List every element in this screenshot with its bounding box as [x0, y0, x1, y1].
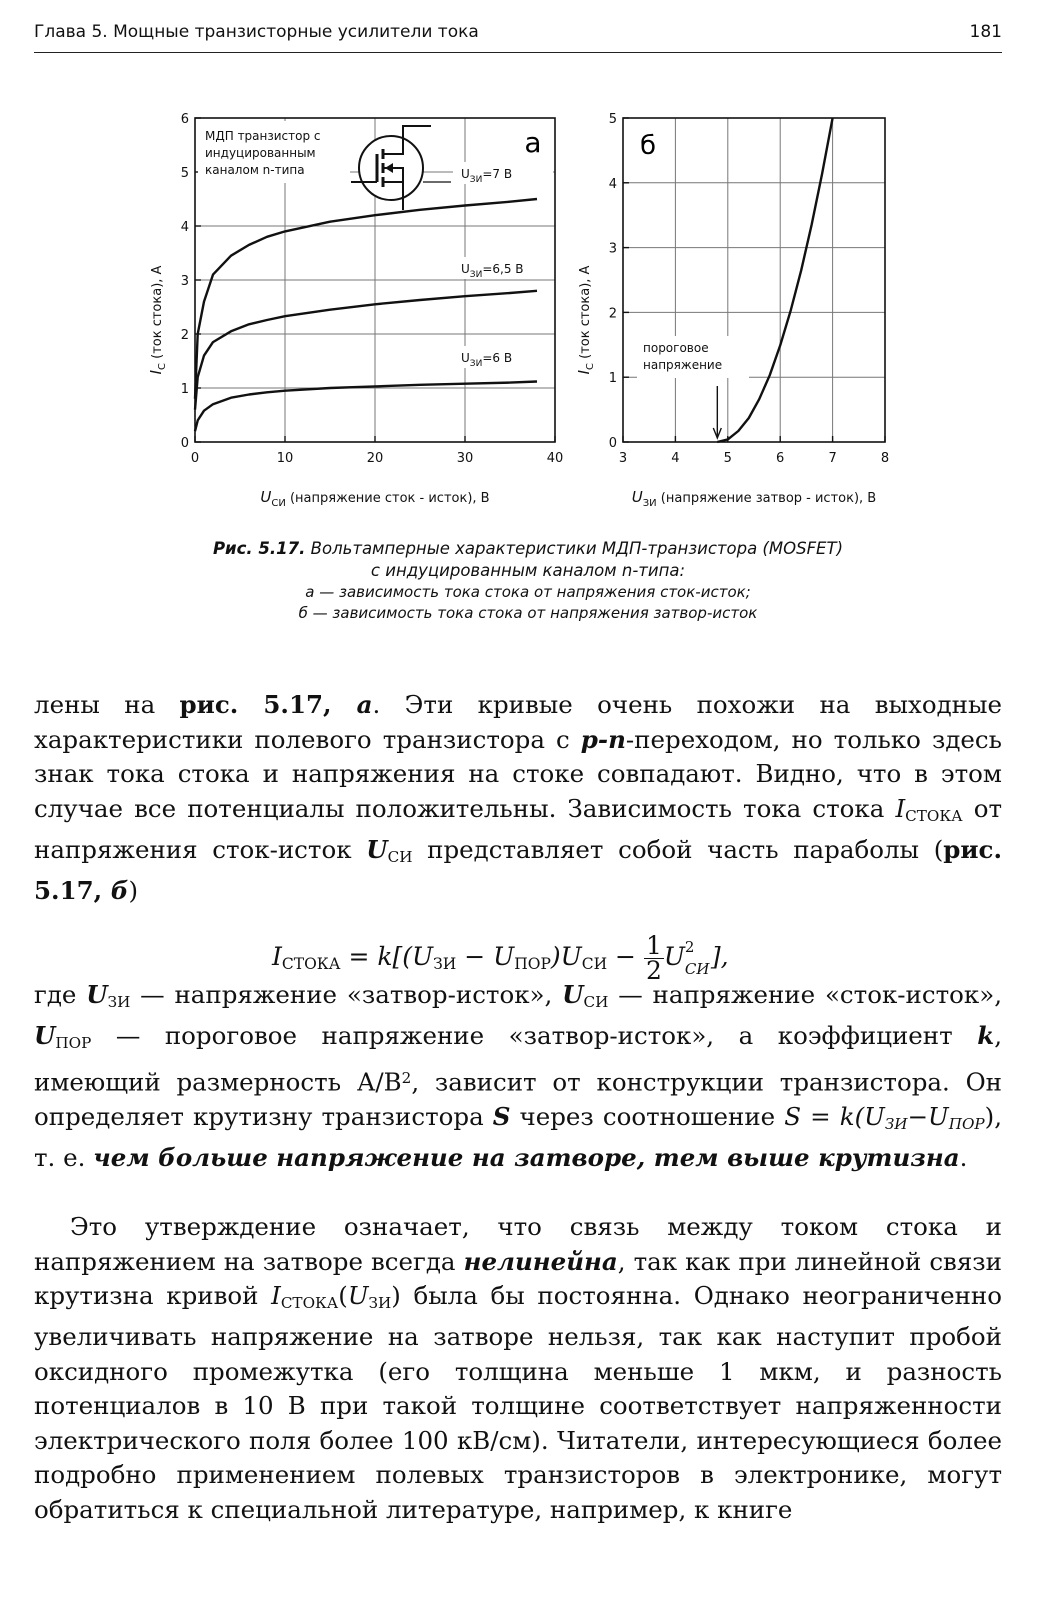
chapter-title: Глава 5. Мощные транзисторные усилители тока	[34, 22, 479, 42]
b-x-axis-label: $U_{ЗИ}$ (напряжение затвор - исток), В	[631, 488, 877, 509]
a-series-label-0: $U_{ЗИ}=7$ В	[461, 167, 513, 185]
a-x-tick-label: 40	[546, 451, 564, 466]
a-x-tick-label: 10	[276, 451, 294, 466]
b-x-tick-label: 3	[618, 451, 628, 466]
page-header	[34, 18, 1002, 53]
chart-a-series	[195, 199, 537, 431]
caption-line-2: с индуцированным каналом n-типа:	[370, 561, 686, 580]
drain-current-formula: $I_{СТОКА} = k[(U_{ЗИ} - U_{ПОР})U_{СИ}$ − $\frac{1}{2}$ U 2 СИ ],	[272, 931, 729, 985]
a-x-axis-label: $U_{СИ}$ (напряжение сток - исток), В	[260, 488, 490, 509]
caption-line-1: Вольтамперные характеристики МДП-транзистора (MOSFET)	[305, 539, 844, 558]
a-y-tick-label: 5	[180, 166, 189, 181]
chart-b-frame	[623, 118, 885, 442]
b-y-tick-label: 3	[608, 241, 617, 257]
b-annotation-line: напряжение	[643, 358, 723, 372]
caption-label: Рис. 5.17.	[212, 539, 306, 558]
chart-b-series	[717, 118, 832, 442]
a-x-tick-label: 20	[366, 451, 384, 466]
a-series-line-2	[195, 382, 537, 432]
a-y-tick-label: 2	[180, 328, 189, 343]
a-y-tick-label: 4	[180, 220, 189, 235]
b-y-tick-label: 4	[608, 176, 617, 192]
paragraph-3: Это утверждение означает, что связь между током стока и напряжением на затворе всегда нелинейна, так как при линейной связи крутизна кривой $I_{СТОКА}(U_{ЗИ})$ была бы постоянна. Однако неограниченно увеличивать напряжение на затворе нельзя, так как наступит пробой оксидного промежутка (его толщина меньше 1 мкм, и разность потенциалов в 10 В при такой толщине соответствует напряженности электрического поля более 100 кВ/см). Читатели, интересующиеся более подробно применением полевых транзисторов в электронике, могут обратиться к специальной литературе, например, к книге	[34, 1212, 1003, 1524]
b-x-tick-label: 7	[828, 451, 837, 466]
b-y-tick-label: 0	[608, 436, 617, 451]
chart-b	[565, 100, 940, 520]
paragraph-1: лены на рис. 5.17, а. Эти кривые очень похожи на выходные характеристики полевого транзистора с p-n-переходом, но только здесь знак тока стока и напряжения на стоке совпадают. Видно, что в этом случае все потенциалы положительны. Зависимость тока стока $I_{СТОКА}$ от напряжения сток-исток $U_{СИ}$ представляет собой часть параболы (рис. 5.17, б)	[34, 690, 1003, 906]
chart-a-labels	[147, 265, 490, 509]
a-y-tick-label: 1	[180, 382, 189, 397]
a-series-label-2: $U_{ЗИ}=6$ В	[461, 351, 513, 369]
a-y-axis-label: $I_С$ (ток стока), А	[147, 265, 168, 375]
a-series-line-0	[195, 199, 537, 399]
b-x-tick-label: 5	[723, 451, 732, 466]
chart-b-annotation	[627, 124, 749, 438]
b-y-tick-label: 2	[608, 306, 617, 322]
a-y-tick-label: 0	[180, 436, 189, 451]
b-y-tick-label: 1	[608, 371, 617, 387]
a-panel-label: а	[524, 126, 542, 159]
page-number: 181	[969, 22, 1002, 42]
a-description-line: индуцированным	[205, 146, 316, 160]
b-x-tick-label: 6	[776, 451, 785, 466]
a-x-tick-label: 0	[190, 451, 200, 466]
a-description-line: МДП транзистор с	[205, 129, 321, 143]
paragraph-2: где $U_{ЗИ}$ — напряжение «затвор-исток», $U_{СИ}$ — напряжение «сток-исток», $U_{ПОР}$ — пороговое напряжение «затвор-исток», а коэффициент k, имеющий размерность $А/В^2$, зависит от конструкции транзистора. Он определяет крутизну транзистора S через соотношение $S = k(U_{ЗИ}-U_{ПОР})$, т. е. чем больше напряжение на затворе, тем выше крутизна.	[34, 980, 1002, 1172]
chart-b-labels	[575, 265, 876, 509]
chart-b-grid	[623, 118, 885, 442]
b-x-tick-label: 4	[671, 451, 680, 466]
b-x-tick-label: 8	[880, 451, 890, 466]
figure-caption	[60, 538, 996, 624]
b-panel-label: б	[639, 131, 657, 161]
a-description-line: каналом n-типа	[205, 163, 305, 177]
a-y-tick-label: 3	[180, 274, 189, 289]
chart-a	[120, 100, 570, 520]
a-x-tick-label: 30	[456, 451, 474, 466]
b-annotation-line: пороговое	[643, 341, 709, 355]
b-y-tick-label: 5	[608, 112, 617, 127]
a-y-tick-label: 6	[180, 112, 189, 127]
caption-line-4: б — зависимость тока стока от напряжения затвор-исток	[298, 604, 758, 622]
b-y-axis-label: $I_С$ (ток стока), А	[575, 265, 596, 375]
a-series-label-1: $U_{ЗИ}=6,5$ В	[461, 262, 524, 280]
caption-line-3: а — зависимость тока стока от напряжения сток-исток;	[305, 583, 751, 601]
b-series-line-0	[717, 118, 832, 442]
